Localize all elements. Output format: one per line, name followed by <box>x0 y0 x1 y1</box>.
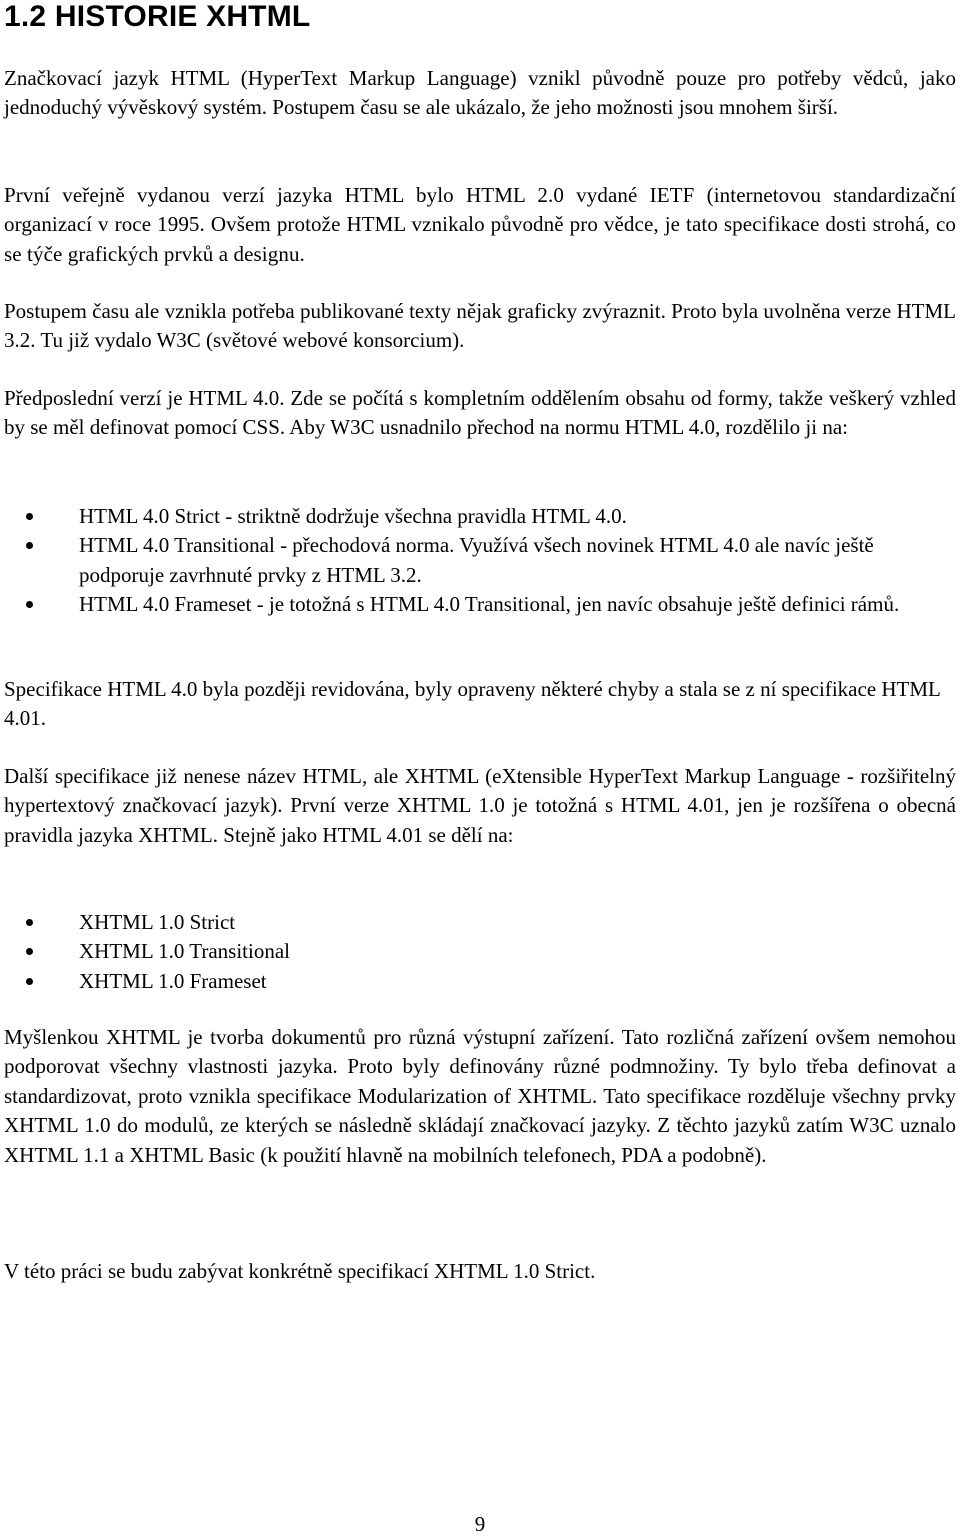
paragraph-html2: První veřejně vydanou verzí jazyka HTML bylo HTML 2.0 vydané IETF (internetovou standardizační organizací v roce 1995. Ovšem protože HTML vznikalo původně pro vědce, je tato specifikace dosti strohá, co se týče grafických prvků a designu. <box>4 183 956 266</box>
list-item: HTML 4.0 Frameset - je totožná s HTML 4.0 Transitional, jen navíc obsahuje ještě definici rámů. <box>0 590 956 619</box>
list-item: XHTML 1.0 Strict <box>0 908 956 937</box>
paragraph-intro: Značkovací jazyk HTML (HyperText Markup Language) vznikl původně pouze pro potřeby vědců, jako jednoduchý vývěskový systém. Postupem času se ale ukázalo, že jeho možnosti jsou mnohem širší. <box>4 66 956 120</box>
list-item: XHTML 1.0 Transitional <box>0 937 956 966</box>
paragraph-html401: Specifikace HTML 4.0 byla později revidována, byly opraveny některé chyby a stala se z ní specifikace HTML 4.01. <box>4 677 941 731</box>
bullet-icon <box>26 978 33 985</box>
bullet-icon <box>26 513 33 520</box>
paragraph-xhtml: Další specifikace již nenese název HTML, ale XHTML (eXtensible HyperText Markup Language - rozšiřitelný hypertextový značkovací jazyk). První verze XHTML 1.0 je totožná s HTML 4.01, jen je rozšířena o obecná pravidla jazyka XHTML. Stejně jako HTML 4.01 se dělí na: <box>4 764 956 847</box>
bullet-icon <box>26 948 33 955</box>
page-number: 9 <box>474 1512 486 1536</box>
bullet-icon <box>26 601 33 608</box>
paragraph-html32: Postupem času ale vznikla potřeba publikované texty nějak graficky zvýraznit. Proto byla uvolněna verze HTML 3.2. Tu již vydalo W3C (světové webové konsorcium). <box>4 299 956 353</box>
list-item: XHTML 1.0 Frameset <box>0 967 956 996</box>
list-item: HTML 4.0 Transitional - přechodová norma. Využívá všech novinek HTML 4.0 ale navíc ještě podporuje zavrhnuté prvky z HTML 3.2. <box>0 531 956 590</box>
bullet-icon <box>26 919 33 926</box>
list-item: HTML 4.0 Strict - striktně dodržuje všechna pravidla HTML 4.0. <box>0 502 956 531</box>
section-heading: 1.2 HISTORIE XHTML <box>4 0 311 33</box>
paragraph-conclusion: V této práci se budu zabývat konkrétně specifikací XHTML 1.0 Strict. <box>4 1259 596 1283</box>
bullet-icon <box>26 542 33 549</box>
xhtml-variant-list <box>0 908 956 996</box>
html4-variant-list <box>0 502 956 620</box>
paragraph-html40: Předposlední verzí je HTML 4.0. Zde se počítá s kompletním oddělením obsahu od formy, takže veškerý vzhled by se měl definovat pomocí CSS. Aby W3C usnadnilo přechod na normu HTML 4.0, rozdělilo ji na: <box>4 386 956 440</box>
paragraph-modularization: Myšlenkou XHTML je tvorba dokumentů pro různá výstupní zařízení. Tato rozličná zařízení ovšem nemohou podporovat všechny vlastnosti jazyka. Proto byly definovány různé podmnožiny. Ty bylo třeba definovat a standardizovat, proto vznikla specifikace Modularization of XHTML. Tato specifikace rozděluje všechny prvky XHTML 1.0 do modulů, ze kterých se následně skládají značkovací jazyky. Z těchto jazyků zatím W3C uznalo XHTML 1.1 a XHTML Basic (k použití hlavně na mobilních telefonech, PDA a podobně). <box>4 1025 956 1167</box>
